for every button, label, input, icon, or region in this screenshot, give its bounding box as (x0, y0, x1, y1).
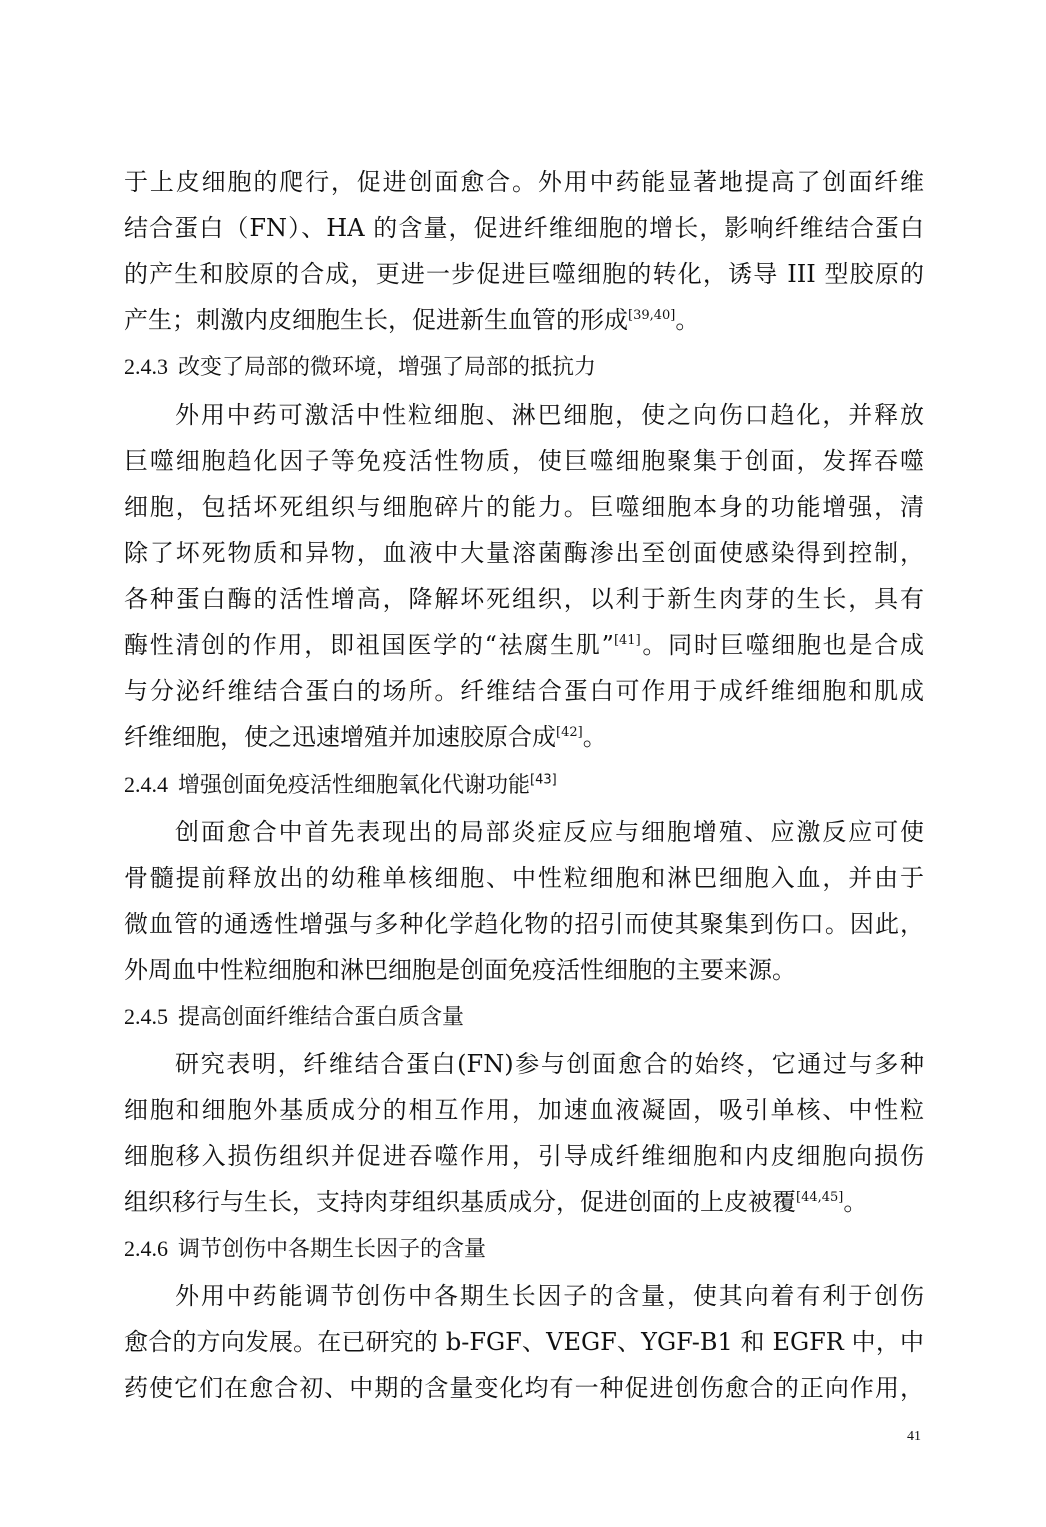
section-title: 增强创面免疫活性细胞氧化代谢功能 (178, 773, 531, 798)
paragraph-line: 与分泌纤维结合蛋白的场所。纤维结合蛋白可作用于成纤维细胞和肌成 (124, 677, 924, 705)
section-number: 2.4.5 (124, 1004, 168, 1029)
paragraph-line: 药使它们在愈合初、中期的含量变化均有一种促进创伤愈合的正向作用， (124, 1374, 924, 1402)
section-title: 改变了局部的微环境，增强了局部的抵抗力 (178, 355, 597, 380)
paragraph-line: 各种蛋白酶的活性增高，降解坏死组织，以利于新生肉芽的生长，具有 (124, 585, 924, 613)
paragraph-line: 细胞，包括坏死组织与细胞碎片的能力。巨噬细胞本身的功能增强，清 (124, 493, 924, 521)
paragraph-line: 外用中药可激活中性粒细胞、淋巴细胞，使之向伤口趋化，并释放 (175, 401, 924, 429)
section-number: 2.4.3 (124, 354, 168, 379)
paragraph-line: 愈合的方向发展。在已研究的 b-FGF、VEGF、YGF-B1 和 EGFR 中，中 (124, 1328, 924, 1356)
paragraph-line: 于上皮细胞的爬行，促进创面愈合。外用中药能显著地提高了创面纤维 (124, 168, 924, 196)
citation: [43] (530, 772, 557, 788)
paragraph-line: 创面愈合中首先表现出的局部炎症反应与细胞增殖、应激反应可使 (175, 818, 924, 846)
paragraph-line: 巨噬细胞趋化因子等免疫活性物质，使巨噬细胞聚集于创面，发挥吞噬 (124, 447, 924, 475)
paragraph-line: 结合蛋白（FN）、HA 的含量，促进纤维细胞的增长，影响纤维结合蛋白 (124, 214, 924, 242)
paragraph-line: 细胞和细胞外基质成分的相互作用，加速血液凝固，吸引单核、中性粒 (124, 1096, 924, 1124)
citation: [39,40] (628, 308, 676, 323)
section-number: 2.4.6 (124, 1236, 168, 1261)
paragraph-line: 产生；刺激内皮细胞生长，促进新生血管的形成[39,40]。 (124, 306, 700, 334)
paragraph-line: 纤维细胞，使之迅速增殖并加速胶原合成[42]。 (124, 723, 607, 751)
citation: [44,45] (796, 1190, 844, 1205)
section-heading (124, 1234, 486, 1265)
paragraph-line: 酶性清创的作用，即祖国医学的“祛腐生肌”[41]。同时巨噬细胞也是合成 (124, 631, 925, 659)
paragraph-line: 组织移行与生长，支持肉芽组织基质成分，促进创面的上皮被覆[44,45]。 (124, 1188, 868, 1216)
paragraph-line: 细胞移入损伤组织并促进吞噬作用，引导成纤维细胞和内皮细胞向损伤 (124, 1142, 924, 1170)
paragraph-line: 研究表明，纤维结合蛋白(FN)参与创面愈合的始终，它通过与多种 (175, 1050, 924, 1078)
paragraph-line: 外周血中性粒细胞和淋巴细胞是创面免疫活性细胞的主要来源。 (124, 956, 796, 984)
section-title: 提高创面纤维结合蛋白质含量 (178, 1005, 465, 1030)
paragraph-line: 的产生和胶原的合成，更进一步促进巨噬细胞的转化，诱导 III 型胶原的 (124, 260, 924, 288)
citation: [42] (556, 725, 583, 740)
section-number: 2.4.4 (124, 772, 168, 797)
paragraph-line: 骨髓提前释放出的幼稚单核细胞、中性粒细胞和淋巴细胞入血，并由于 (124, 864, 924, 892)
paragraph-line: 除了坏死物质和异物，血液中大量溶菌酶渗出至创面使感染得到控制， (124, 539, 924, 567)
citation: [41] (613, 633, 641, 648)
section-heading (124, 1002, 464, 1033)
section-title: 调节创伤中各期生长因子的含量 (178, 1237, 487, 1262)
section-heading (124, 352, 596, 383)
paragraph-line: 外用中药能调节创伤中各期生长因子的含量，使其向着有利于创伤 (175, 1282, 924, 1310)
section-heading (124, 770, 557, 801)
paragraph-line: 微血管的通透性增强与多种化学趋化物的招引而使其聚集到伤口。因此， (124, 910, 924, 938)
page-number: 41 (907, 1429, 921, 1444)
